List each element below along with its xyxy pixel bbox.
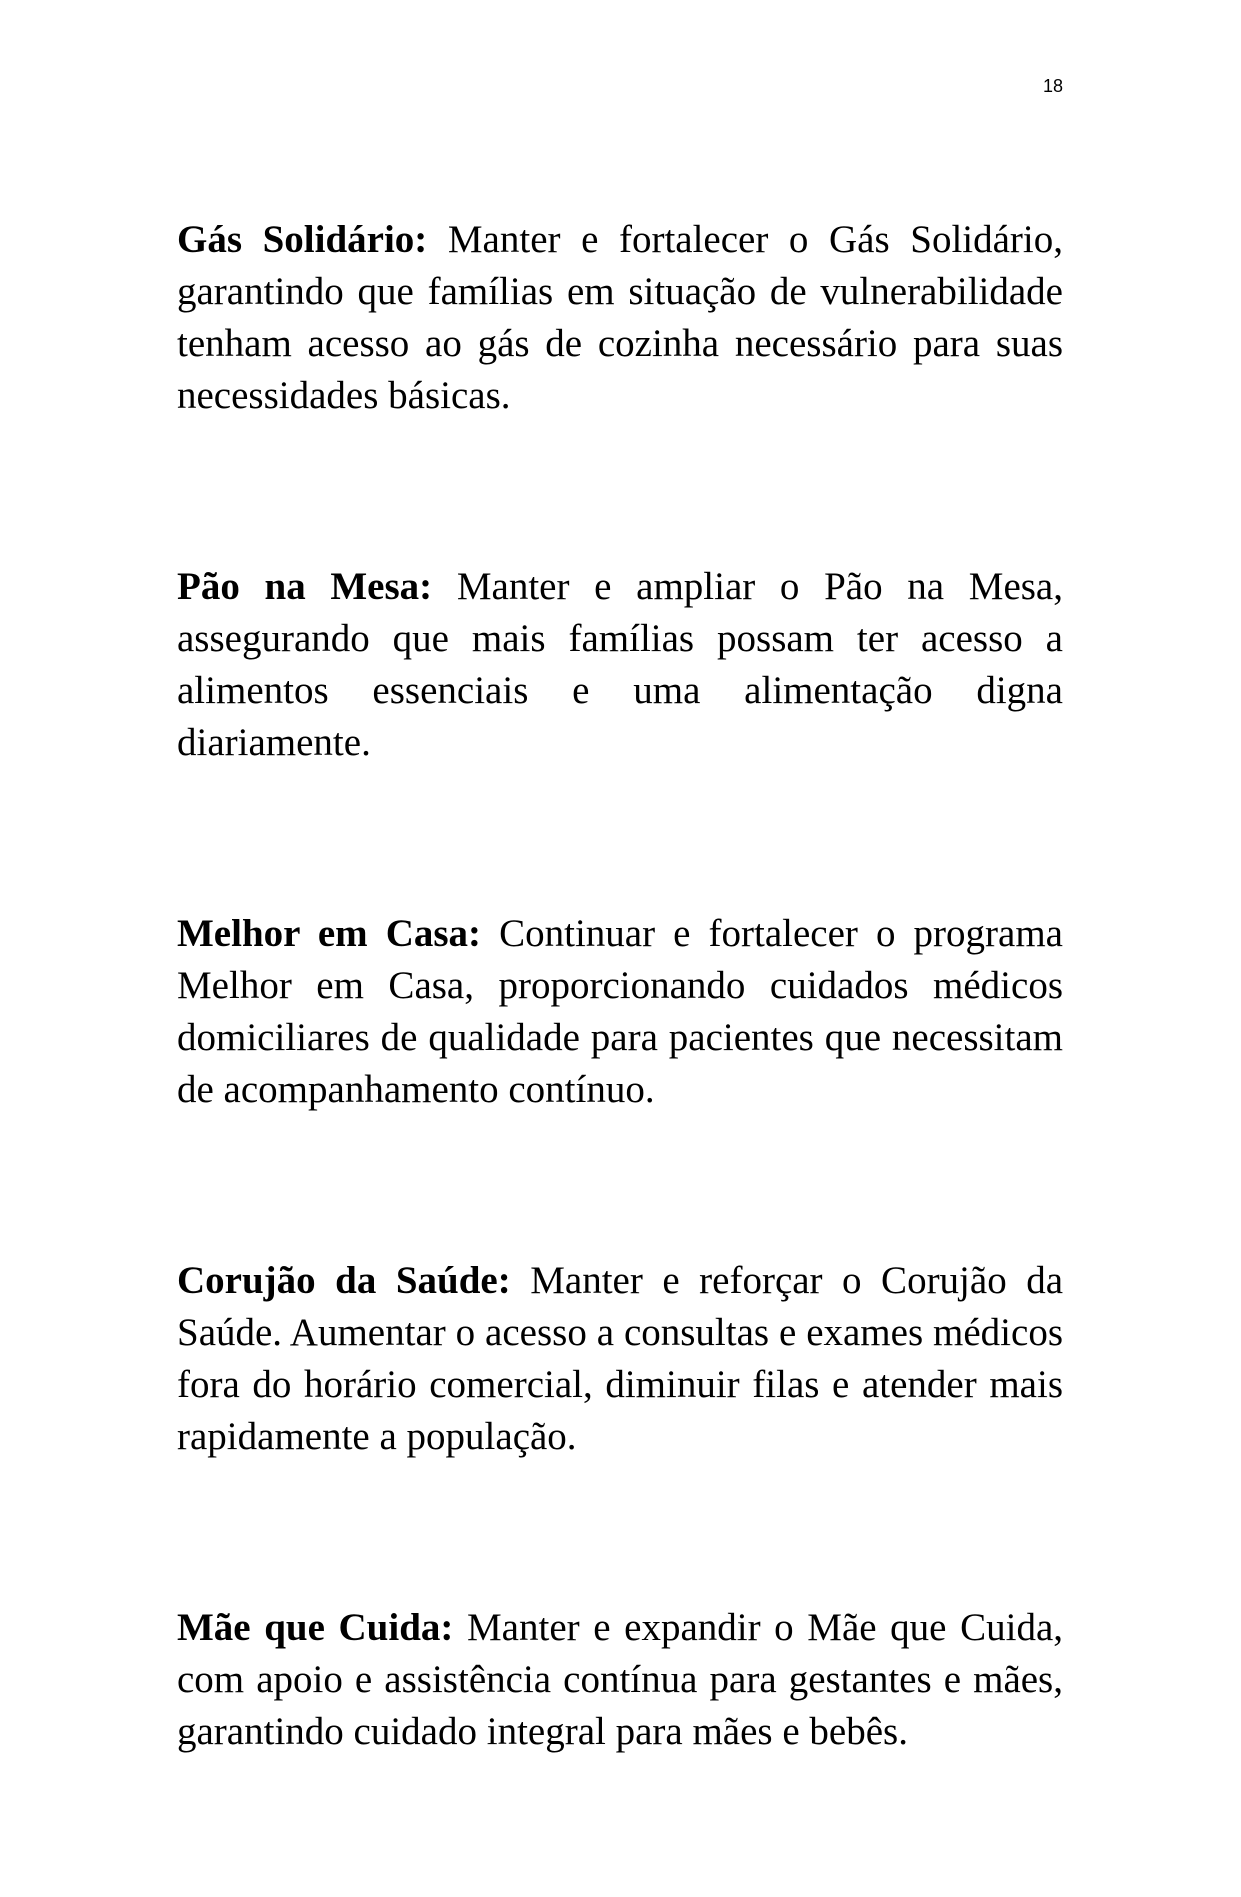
program-item-mae-que-cuida (177, 1602, 1063, 1758)
program-description: Manter e reforçar o Corujão da Saúde. Aumentar o acesso a consultas e exames médicos fora do horário comercial, diminuir filas e atender mais rapidamente a população. (177, 1259, 1064, 1458)
program-title: Corujão da Saúde: (177, 1259, 511, 1302)
program-item-corujao-da-saude (177, 1255, 1063, 1463)
program-title: Pão na Mesa: (177, 565, 433, 608)
program-item-melhor-em-casa (177, 908, 1063, 1116)
program-list (177, 214, 1063, 1897)
program-item-pao-na-mesa (177, 561, 1063, 769)
program-title: Melhor em Casa: (177, 912, 482, 955)
program-title: Gás Solidário: (177, 218, 428, 261)
program-description: Continuar e fortalecer o programa Melhor em Casa, proporcionando cuidados médicos domiciliares de qualidade para pacientes que necessitam de acompanhamento contínuo. (177, 912, 1063, 1111)
program-title: Mãe que Cuida: (177, 1606, 454, 1649)
program-description: Manter e ampliar o Pão na Mesa, assegurando que mais famílias possam ter acesso a alimentos essenciais e uma alimentação digna diariamente. (177, 565, 1063, 764)
program-description: Manter e expandir o Mãe que Cuida, com apoio e assistência contínua para gestantes e mães, garantindo cuidado integral para mães e bebês. (177, 1606, 1064, 1753)
page-number: 18 (1042, 76, 1063, 96)
program-description: Manter e fortalecer o Gás Solidário, garantindo que famílias em situação de vulnerabilidade tenham acesso ao gás de cozinha necessário para suas necessidades básicas. (177, 218, 1063, 417)
program-item-gas-solidario (177, 214, 1063, 422)
